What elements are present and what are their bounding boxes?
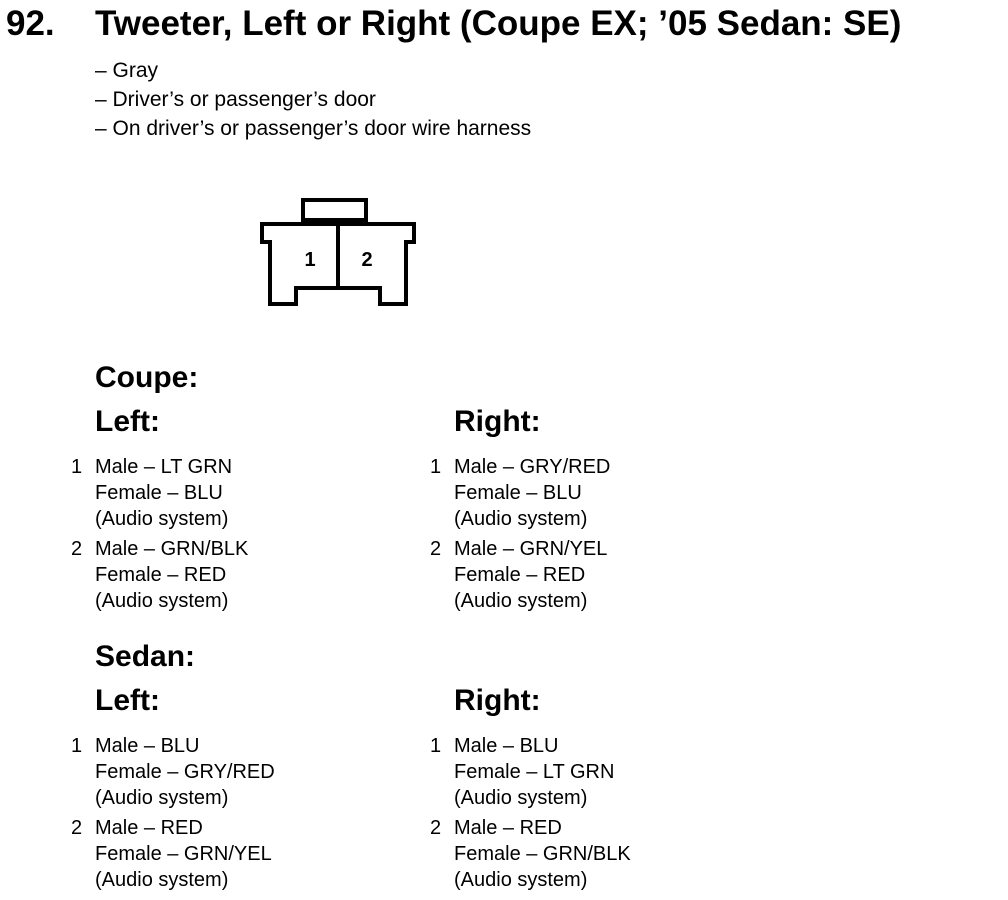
pin-male-wire: Male – RED	[454, 817, 562, 839]
pin-entry	[71, 536, 248, 614]
pin-male-wire: Male – BLU	[95, 735, 200, 757]
pin-male-wire: Male – RED	[95, 817, 203, 839]
pin-number: 2	[71, 817, 83, 839]
coupe-heading: Coupe:	[95, 361, 199, 394]
pin-system: (Audio system)	[454, 869, 588, 891]
pin-system: (Audio system)	[95, 869, 229, 891]
pin-entry	[430, 815, 631, 893]
connector-pin-2: 2	[361, 249, 373, 271]
note-location: – Driver’s or passenger’s door	[95, 88, 376, 111]
pin-male-wire: Male – GRN/YEL	[454, 538, 608, 560]
pin-number: 1	[430, 735, 442, 757]
pin-system: (Audio system)	[95, 590, 229, 612]
pin-male-wire: Male – GRN/BLK	[95, 538, 249, 560]
pin-entry	[430, 536, 610, 614]
pin-female-wire: Female – GRN/BLK	[454, 843, 631, 865]
pin-male-wire: Male – BLU	[454, 735, 559, 757]
pin-entry	[71, 454, 248, 532]
coupe-left-heading: Left:	[95, 405, 160, 438]
pin-entry	[430, 454, 610, 532]
sedan-left-heading: Left:	[95, 684, 160, 717]
pin-female-wire: Female – GRN/YEL	[95, 843, 272, 865]
connector-pin-1: 1	[304, 249, 316, 271]
coupe-right-pins	[430, 454, 610, 618]
pin-number: 1	[71, 456, 83, 478]
pin-number: 2	[430, 538, 442, 560]
note-harness: – On driver’s or passenger’s door wire harness	[95, 117, 532, 140]
pin-number: 1	[71, 735, 83, 757]
sedan-heading: Sedan:	[95, 640, 196, 673]
sedan-right-heading: Right:	[454, 684, 541, 717]
pin-female-wire: Female – BLU	[454, 482, 582, 504]
pin-female-wire: Female – GRY/RED	[95, 761, 275, 783]
pin-entry	[430, 733, 631, 811]
pin-entry	[71, 815, 275, 893]
pin-female-wire: Female – BLU	[95, 482, 223, 504]
pin-female-wire: Female – LT GRN	[454, 761, 615, 783]
pin-female-wire: Female – RED	[95, 564, 227, 586]
pin-system: (Audio system)	[454, 590, 588, 612]
pin-entry	[71, 733, 275, 811]
pin-system: (Audio system)	[454, 508, 588, 530]
pin-system: (Audio system)	[95, 508, 229, 530]
note-color: – Gray	[95, 59, 159, 82]
pin-system: (Audio system)	[454, 787, 588, 809]
connector-lock-tab	[303, 200, 366, 220]
pin-number: 2	[71, 538, 83, 560]
pin-female-wire: Female – RED	[454, 564, 586, 586]
pin-male-wire: Male – LT GRN	[95, 456, 233, 478]
page-title-number: 92.	[6, 4, 55, 43]
sedan-right-pins	[430, 733, 631, 897]
coupe-right-heading: Right:	[454, 405, 541, 438]
coupe-left-pins	[71, 454, 248, 618]
connector-notes	[95, 56, 531, 143]
pin-number: 1	[430, 456, 442, 478]
page-title: Tweeter, Left or Right (Coupe EX; ’05 Sedan: SE)	[95, 4, 902, 43]
pin-number: 2	[430, 817, 442, 839]
pin-male-wire: Male – GRY/RED	[454, 456, 611, 478]
pin-system: (Audio system)	[95, 787, 229, 809]
connector-diagram	[258, 196, 418, 308]
sedan-left-pins	[71, 733, 275, 897]
